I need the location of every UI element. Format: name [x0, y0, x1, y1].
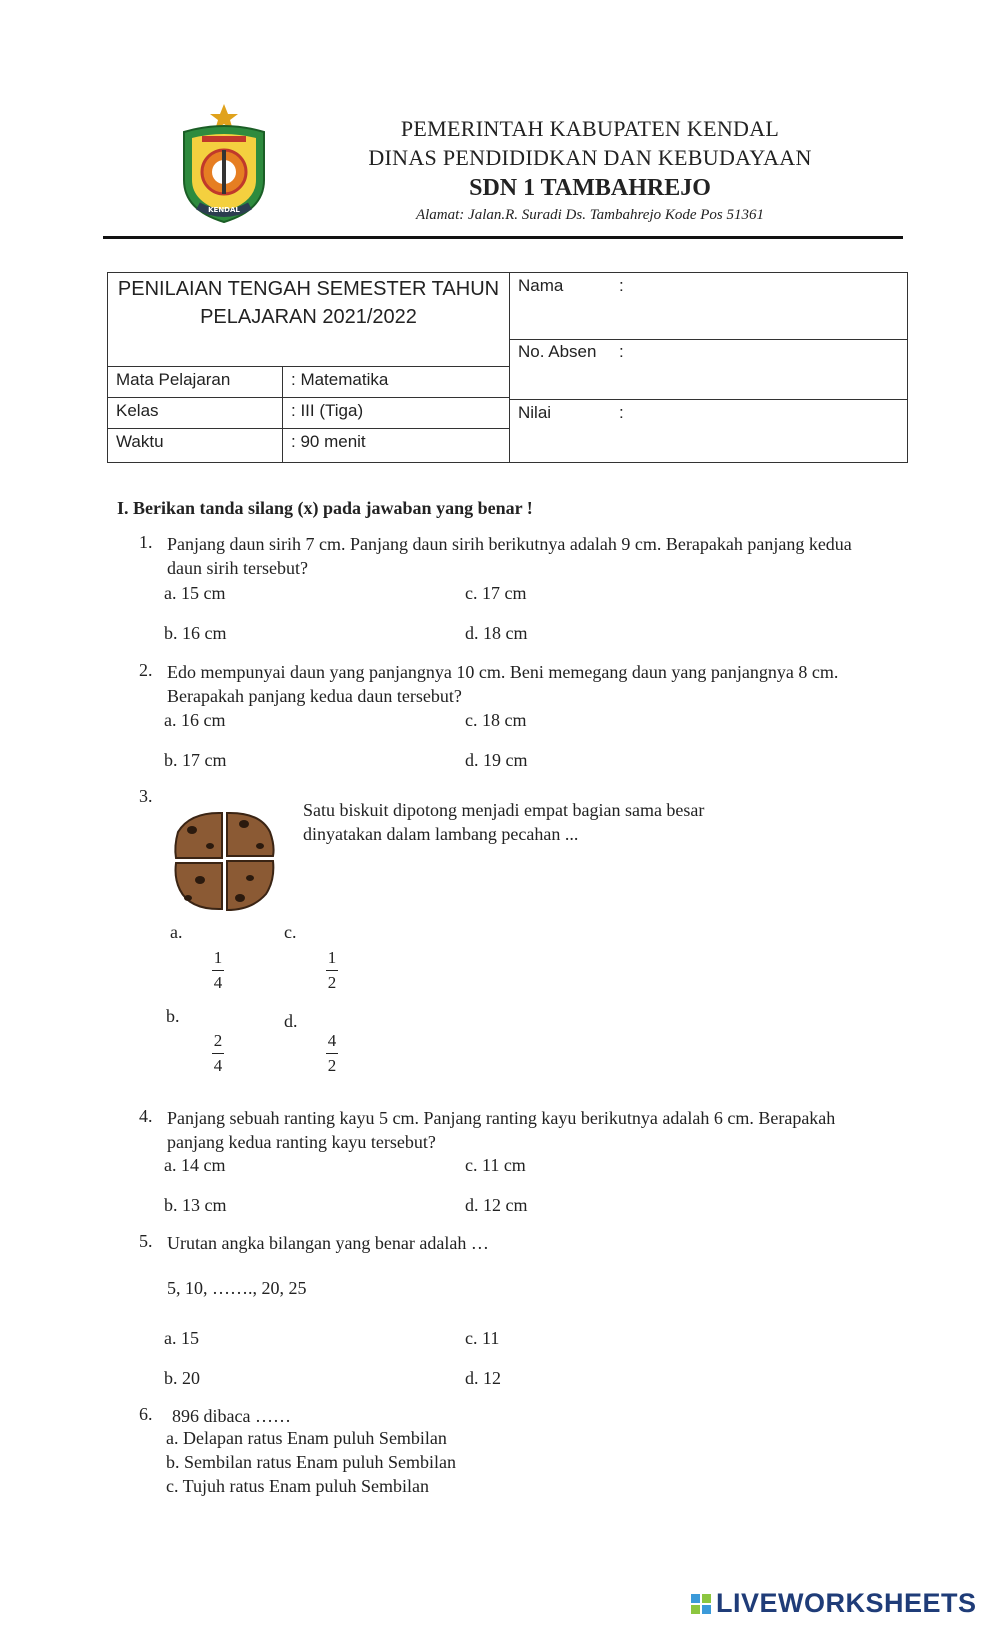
- option-d[interactable]: d.: [284, 1011, 298, 1031]
- option-a[interactable]: a. 14 cm: [164, 1155, 226, 1175]
- option-a[interactable]: a. Delapan ratus Enam puluh Sembilan: [166, 1428, 447, 1448]
- absen-colon: :: [619, 342, 624, 361]
- option-a[interactable]: a. 16 cm: [164, 710, 226, 730]
- option-b[interactable]: b. 20: [164, 1368, 200, 1388]
- question-text: Satu biskuit dipotong menjadi empat bagian sama besar dinyatakan dalam lambang pecahan ...: [303, 800, 705, 844]
- question-number: 4.: [139, 1106, 153, 1126]
- option-c[interactable]: c. 11: [465, 1328, 500, 1348]
- time-label: Waktu: [116, 432, 164, 451]
- class-value: : III (Tiga): [291, 401, 364, 420]
- option-d[interactable]: d. 19 cm: [465, 750, 528, 770]
- score-colon: :: [619, 403, 624, 422]
- option-c[interactable]: c. Tujuh ratus Enam puluh Sembilan: [166, 1476, 429, 1496]
- question-number: 1.: [139, 532, 153, 552]
- question-number: 2.: [139, 660, 153, 680]
- question-number: 6.: [139, 1404, 153, 1424]
- fraction-four-halves[interactable]: 4 2: [327, 1031, 337, 1075]
- name-label: Nama: [518, 276, 564, 295]
- subject-label: Mata Pelajaran: [116, 370, 231, 389]
- class-label: Kelas: [116, 401, 159, 420]
- option-b[interactable]: b.: [166, 1006, 180, 1026]
- section-instruction: I. Berikan tanda silang (x) pada jawaban yang benar !: [117, 498, 533, 518]
- logo-text: KENDAL: [208, 206, 240, 214]
- option-c[interactable]: c. 18 cm: [465, 710, 527, 730]
- option-a[interactable]: a. 15: [164, 1328, 199, 1348]
- score-label: Nilai: [518, 403, 552, 422]
- department-name: DINAS PENDIDIDKAN DAN KEBUDAYAAN: [368, 145, 812, 170]
- question-text: Panjang sebuah ranting kayu 5 cm. Panjang ranting kayu berikutnya adalah 6 cm. Berapakah panjang kedua ranting kayu tersebut?: [167, 1108, 836, 1152]
- option-a[interactable]: a.: [170, 922, 183, 942]
- school-address: Alamat: Jalan.R. Suradi Ds. Tambahrejo Kode Pos 51361: [415, 207, 765, 223]
- liveworksheets-logo-icon: [690, 1593, 712, 1615]
- option-b[interactable]: b. 17 cm: [164, 750, 227, 770]
- liveworksheets-brand[interactable]: [690, 1588, 977, 1619]
- header-divider: [103, 236, 903, 239]
- option-b[interactable]: b. Sembilan ratus Enam puluh Sembilan: [166, 1452, 456, 1472]
- question-text: Panjang daun sirih 7 cm. Panjang daun sirih berikutnya adalah 9 cm. Berapakah panjang kedua daun sirih tersebut?: [167, 534, 852, 578]
- option-b[interactable]: b. 16 cm: [164, 623, 227, 643]
- option-d[interactable]: d. 18 cm: [465, 623, 528, 643]
- option-a[interactable]: a. 15 cm: [164, 583, 226, 603]
- question-number: 5.: [139, 1231, 153, 1251]
- fraction-one-quarter[interactable]: 1 4: [213, 948, 223, 992]
- kendal-regency-logo: [176, 102, 272, 226]
- time-value: : 90 menit: [291, 432, 366, 451]
- absen-label: No. Absen: [518, 342, 597, 361]
- question-text: Urutan angka bilangan yang benar adalah …: [167, 1233, 489, 1253]
- government-name: PEMERINTAH KABUPATEN KENDAL: [400, 116, 780, 141]
- fraction-one-half[interactable]: 1 2: [327, 948, 337, 992]
- fraction-two-quarters[interactable]: 2 4: [213, 1031, 223, 1075]
- biscuit-image: [172, 810, 277, 913]
- number-sequence: 5, 10, ……., 20, 25: [167, 1278, 307, 1298]
- question-number: 3.: [139, 786, 153, 806]
- option-c[interactable]: c. 17 cm: [465, 583, 527, 603]
- brand-text: LIVEWORKSHEETS: [716, 1588, 977, 1618]
- letterhead: [330, 114, 850, 226]
- option-d[interactable]: d. 12: [465, 1368, 501, 1388]
- option-c[interactable]: c.: [284, 922, 297, 942]
- question-text: 896 dibaca ……: [172, 1406, 291, 1426]
- question-text: Edo mempunyai daun yang panjangnya 10 cm. Beni memegang daun yang panjangnya 8 cm. Berapakah panjang kedua daun tersebut?: [167, 662, 839, 706]
- exam-title: PENILAIAN TENGAH SEMESTER TAHUN PELAJARAN 2021/2022: [117, 278, 500, 328]
- exam-identity-table: [107, 272, 908, 463]
- school-name: SDN 1 TAMBAHREJO: [469, 175, 711, 201]
- option-c[interactable]: c. 11 cm: [465, 1155, 526, 1175]
- option-d[interactable]: d. 12 cm: [465, 1195, 528, 1215]
- subject-value: : Matematika: [291, 370, 389, 389]
- name-colon: :: [619, 276, 624, 295]
- option-b[interactable]: b. 13 cm: [164, 1195, 227, 1215]
